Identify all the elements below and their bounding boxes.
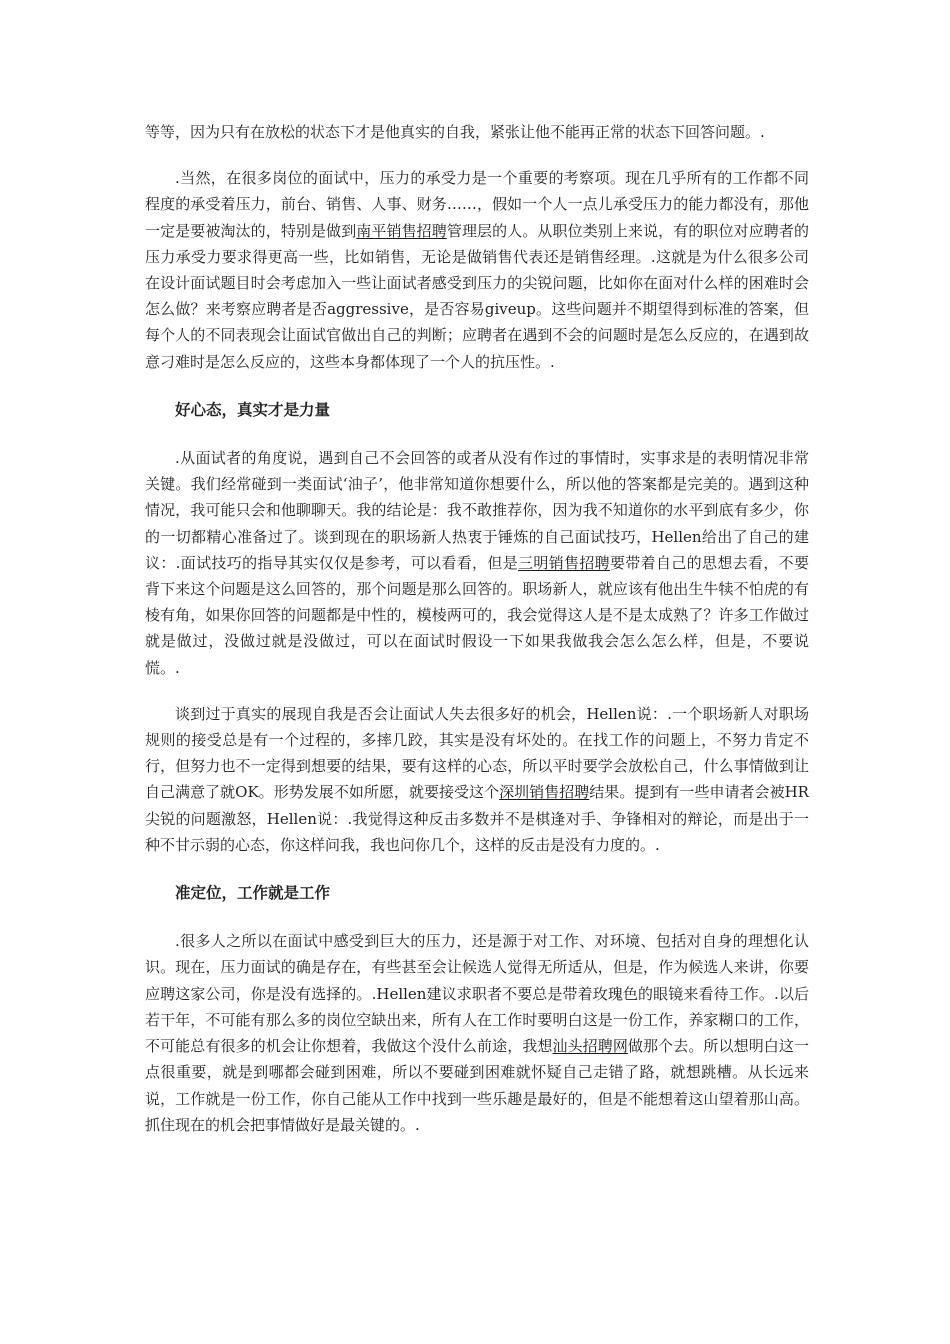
nanping-sales-link[interactable]: 南平销售招聘 [356, 221, 447, 240]
section-heading-attitude: 好心态，真实才是力量 [175, 399, 331, 419]
paragraph-3: .从面试者的角度说，遇到自己不会回答的或者从没有作过的事情时，实事求是的表明情况非常关键。我们经常碰到一类面试‘油子’，他非常知道你想要什么，所以他的答案都是完美的。遇到这种情况，我可能只会和他聊聊天。我的结论是：我不敢推荐你，因为我不知道你的水平到底有多少，你的一切都精心准备过了。谈到现在的职场新人热衷于锤炼的自己面试技巧，Hellen给出了自己的建议：.面试技巧的指导其实仅仅是参考，可以看看，但是三明销售招聘要带着自己的思想去看，不要背下来这个问题是这么回答的，那个问题是那么回答的。职场新人，就应该有他出生牛犊不怕虎的有棱有角，如果你回答的问题都是中性的，模棱两可的，我会觉得这人是不是太成熟了？许多工作做过就是做过，没做过就是没做过，可以在面试时假设一下如果我做我会怎么怎么样，但是，不要说慌。. [145, 449, 809, 677]
shantou-recruit-link[interactable]: 汕头招聘网 [552, 1037, 628, 1056]
article-body [145, 119, 809, 1138]
shenzhen-sales-link[interactable]: 深圳销售招聘 [499, 783, 590, 802]
paragraph-1: 等等，因为只有在放松的状态下才是他真实的自我，紧张让他不能再正常的状态下回答问题。. [145, 123, 765, 141]
section-heading-positioning: 准定位，工作就是工作 [175, 883, 331, 903]
paragraph-2: .当然，在很多岗位的面试中，压力的承受力是一个重要的考察项。现在几乎所有的工作都不同程度的承受着压力，前台、销售、人事、财务……，假如一个人一点儿承受压力的能力都没有，那他一定是要被淘汰的，特别是做到南平销售招聘管理层的人。从职位类别上来说，有的职位对应聘者的压力承受力要求得更高一些，比如销售，无论是做销售代表还是销售经理。.这就是为什么很多公司在设计面试题目时会考虑加入一些让面试者感受到压力的尖锐问题，比如你在面对什么样的困难时会怎么做？来考察应聘者是否aggressive，是否容易giveup。这些问题并不期望得到标准的答案，但每个人的不同表现会让面试官做出自己的判断；应聘者在遇到不会的问题时是怎么反应的，在遇到故意刁难时是怎么反应的，这些本身都体现了一个人的抗压性。. [145, 169, 809, 371]
paragraph-4: 谈到过于真实的展现自我是否会让面试人失去很多好的机会，Hellen说：.一个职场新人对职场规则的接受总是有一个过程的，多摔几跤，其实是没有坏处的。在找工作的问题上，不努力肯定不行，但努力也不一定得到想要的结果，要有这样的心态，所以平时要学会放松自己，什么事情做到让自己满意了就OK。形势发展不如所愿，就要接受这个深圳销售招聘结果。提到有一些申请者会被HR尖锐的问题激怒，Hellen说：.我觉得这种反击多数并不是棋逢对手、争锋相对的辩论，而是出于一种不甘示弱的心态，你这样问我，我也问你几个，这样的反击是没有力度的。. [145, 704, 809, 854]
paragraph-5: .很多人之所以在面试中感受到巨大的压力，还是源于对工作、对环境、包括对自身的理想化认识。现在，压力面试的确是存在，有些甚至会让候选人觉得无所适从，但是，作为候选人来讲，你要应聘这家公司，你是没有选择的。.Hellen建议求职者不要总是带着玫瑰色的眼镜来看待工作。.以后若干年，不可能有那么多的岗位空缺出来，所有人在工作时要明白这是一份工作，养家糊口的工作，不可能总有很多的机会让你想着，我做这个没什么前途，我想汕头招聘网做那个去。所以想明白这一点很重要，就是到哪都会碰到困难，所以不要碰到困难就怀疑自己走错了路，就想跳槽。从长远来说，工作就是一份工作，你自己能从工作中找到一些乐趣是最好的，但是不能想着这山望着那山高。抓住现在的机会把事情做好是最关键的。. [145, 932, 809, 1134]
sanming-sales-link[interactable]: 三明销售招聘 [518, 553, 611, 572]
